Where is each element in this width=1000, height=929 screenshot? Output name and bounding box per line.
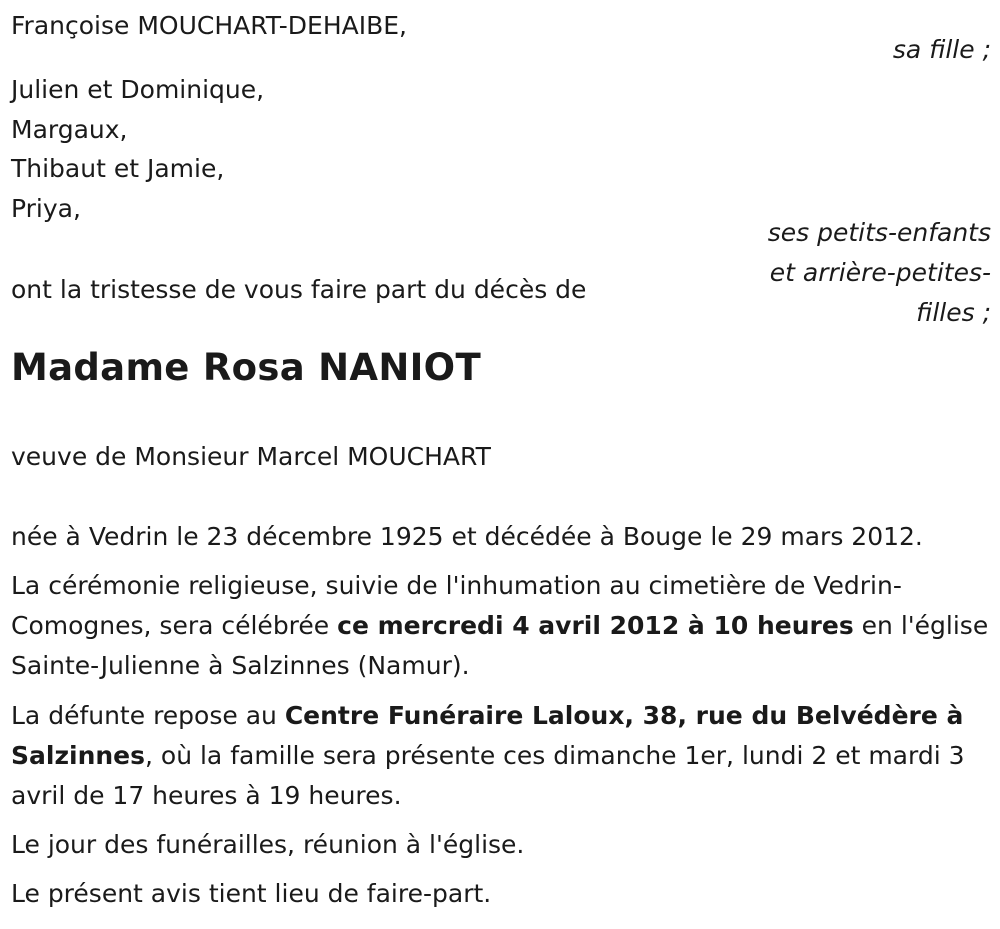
ceremony-text-before: La cérémonie religieuse, suivie de l'inhumation au cimetière de Vedrin-Comognes, sera célébrée <box>11 571 902 640</box>
announcement-text: ont la tristesse de vous faire part du décès de <box>11 275 587 304</box>
widow-of-text: veuve de Monsieur Marcel MOUCHART <box>11 442 491 471</box>
obituary-notice <box>11 0 993 929</box>
notice-text: Le présent avis tient lieu de faire-part. <box>11 879 492 908</box>
ceremony-text-after: en l'église Sainte-Julienne à Salzinnes (Namur). <box>11 611 989 680</box>
gathering-text: Le jour des funérailles, réunion à l'église. <box>11 830 525 859</box>
daughter-name: Françoise MOUCHART-DEHAIBE, <box>11 11 408 40</box>
visitation-text-after: , où la famille sera présente ces dimanche 1er, lundi 2 et mardi 3 avril de 17 heures à 19 heures. <box>11 741 965 810</box>
visitation-place: Centre Funéraire Laloux, 38, rue du Belvédère à Salzinnes <box>11 701 964 770</box>
grandchild-line-4: Priya, <box>11 194 81 223</box>
birth-death-text: née à Vedrin le 23 décembre 1925 et décédée à Bouge le 29 mars 2012. <box>11 522 923 551</box>
ceremony-paragraph <box>11 566 993 686</box>
grandchild-line-1: Julien et Dominique, <box>11 75 265 104</box>
visitation-text-before: La défunte repose au <box>11 701 285 730</box>
grandchildren-relation-1: ses petits-enfants <box>767 218 991 247</box>
deceased-name: Madame Rosa NANIOT <box>11 346 481 389</box>
grandchildren-relation-3: filles ; <box>916 298 991 327</box>
visitation-paragraph <box>11 696 993 816</box>
grandchildren-relation-2: et arrière-petites- <box>769 258 991 287</box>
grandchild-line-3: Thibaut et Jamie, <box>11 154 225 183</box>
ceremony-date: ce mercredi 4 avril 2012 à 10 heures <box>337 611 854 640</box>
daughter-relation: sa fille ; <box>892 35 991 64</box>
grandchild-line-2: Margaux, <box>11 115 128 144</box>
